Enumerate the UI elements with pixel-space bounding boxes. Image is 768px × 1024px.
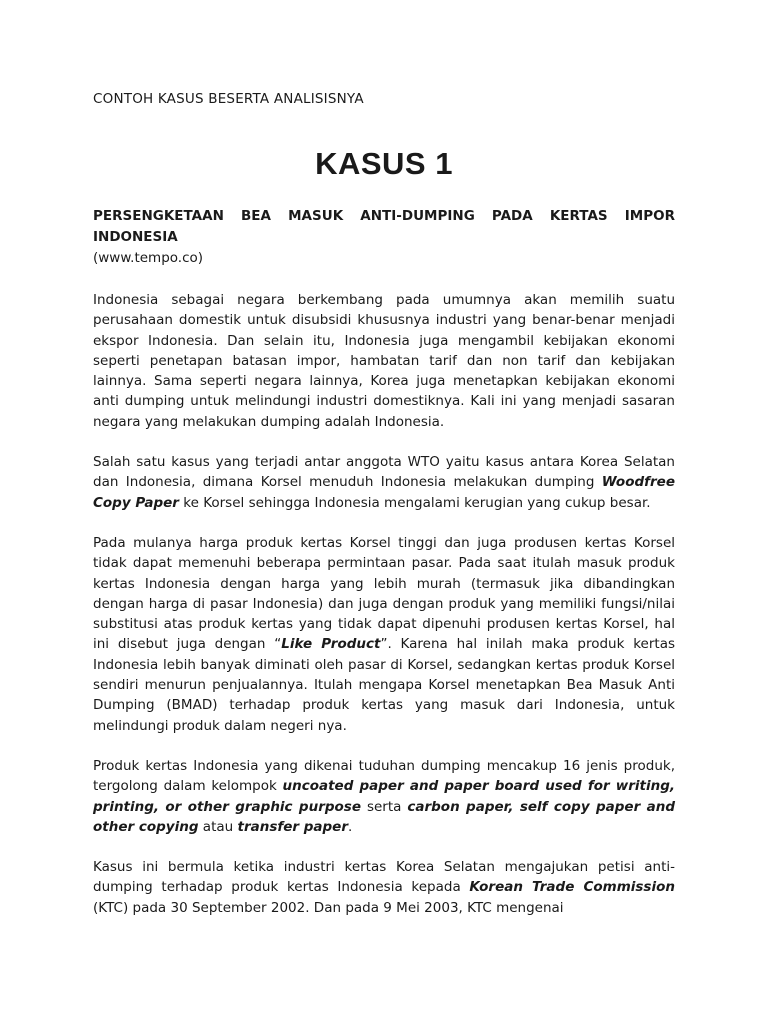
paragraph-text: Kasus ini bermula ketika industri kertas Korea Selatan mengajukan petisi anti-dumping terhadap produk kertas Indonesia kepada	[93, 859, 675, 896]
article-source: (www.tempo.co)	[93, 250, 204, 266]
document-header: CONTOH KASUS BESERTA ANALISISNYA	[93, 91, 364, 107]
paragraph-intro: Indonesia sebagai negara berkembang pada umumnya akan memilih suatu perusahaan domestik untuk disubsidi khususnya industri yang benar-benar menjadi ekspor Indonesia. Dan selain itu, Indonesia juga mengambil kebijakan ekonomi seperti penetapan batasan impor, hambatan tarif dan non tarif dan kebijakan lainnya. Sama seperti negara lainnya, Korea juga menetapkan kebijakan ekonomi anti dumping untuk melindungi industri domestiknya. Kali ini yang menjadi sasaran negara yang melakukan dumping adalah Indonesia.	[93, 292, 675, 430]
paragraph-text: Salah satu kasus yang terjadi antar anggota WTO yaitu kasus antara Korea Selatan dan Indonesia, dimana Korsel menuduh Indonesia melakukan dumping	[93, 454, 675, 491]
paragraph-product-types	[93, 756, 675, 837]
emphasis-term: Woodfree Copy Paper	[93, 474, 675, 511]
paragraph-text: Produk kertas Indonesia yang dikenai tuduhan dumping mencakup 16 jenis produk, tergolong dalam kelompok	[93, 757, 675, 795]
paragraph-text: ke Korsel sehingga Indonesia mengalami kerugian yang cukup besar.	[178, 494, 651, 511]
paragraph-text: serta	[361, 798, 408, 815]
paragraph-text: atau	[198, 818, 238, 835]
paragraph-text: Pada mulanya harga produk kertas Korsel tinggi dan juga produsen kertas Korsel tidak dapat memenuhi beberapa permintaan pasar. Pada saat itulah masuk produk kertas Indonesia dengan harga yang lebih murah (termasuk jika dibandingkan dengan harga di pasar Indonesia) dan juga dengan produk yang memiliki fungsi/nilai substitusi atas produk kertas yang tidak dapat dipenuhi produsen kertas Korsel, hal ini disebut juga dengan “	[93, 534, 675, 653]
paragraph-wto-case	[93, 452, 675, 513]
case-title: KASUS 1	[315, 146, 453, 181]
emphasis-term: Korean Trade Commission	[469, 879, 675, 896]
emphasis-term: Like Product	[281, 636, 381, 653]
paragraph-text: ”. Karena hal inilah maka produk kertas Indonesia lebih banyak diminati oleh pasar di Korsel, sedangkan kertas produk Korsel sendiri menurun penjualannya. Itulah mengapa Korsel menetapkan Bea Masuk Anti Dumping (BMAD) terhadap produk kertas yang masuk dari Indonesia, untuk melindungi produk dalam negeri nya.	[93, 636, 675, 734]
emphasis-term: carbon paper, self copy paper and other copying	[93, 798, 675, 835]
paragraph-text: .	[348, 818, 353, 835]
emphasis-term: transfer paper	[237, 818, 348, 835]
document-body	[93, 88, 675, 938]
emphasis-term: uncoated paper and paper board used for writing, printing, or other graphic purpose	[93, 778, 675, 815]
paragraph-case-origin	[93, 857, 675, 918]
article-title: PERSENGKETAAN BEA MASUK ANTI-DUMPING PADA KERTAS IMPOR INDONESIA	[93, 208, 675, 245]
paragraph-text: (KTC) pada 30 September 2002. Dan pada 9 Mei 2003, KTC mengenai	[93, 899, 564, 916]
paragraph-like-product	[93, 533, 675, 736]
